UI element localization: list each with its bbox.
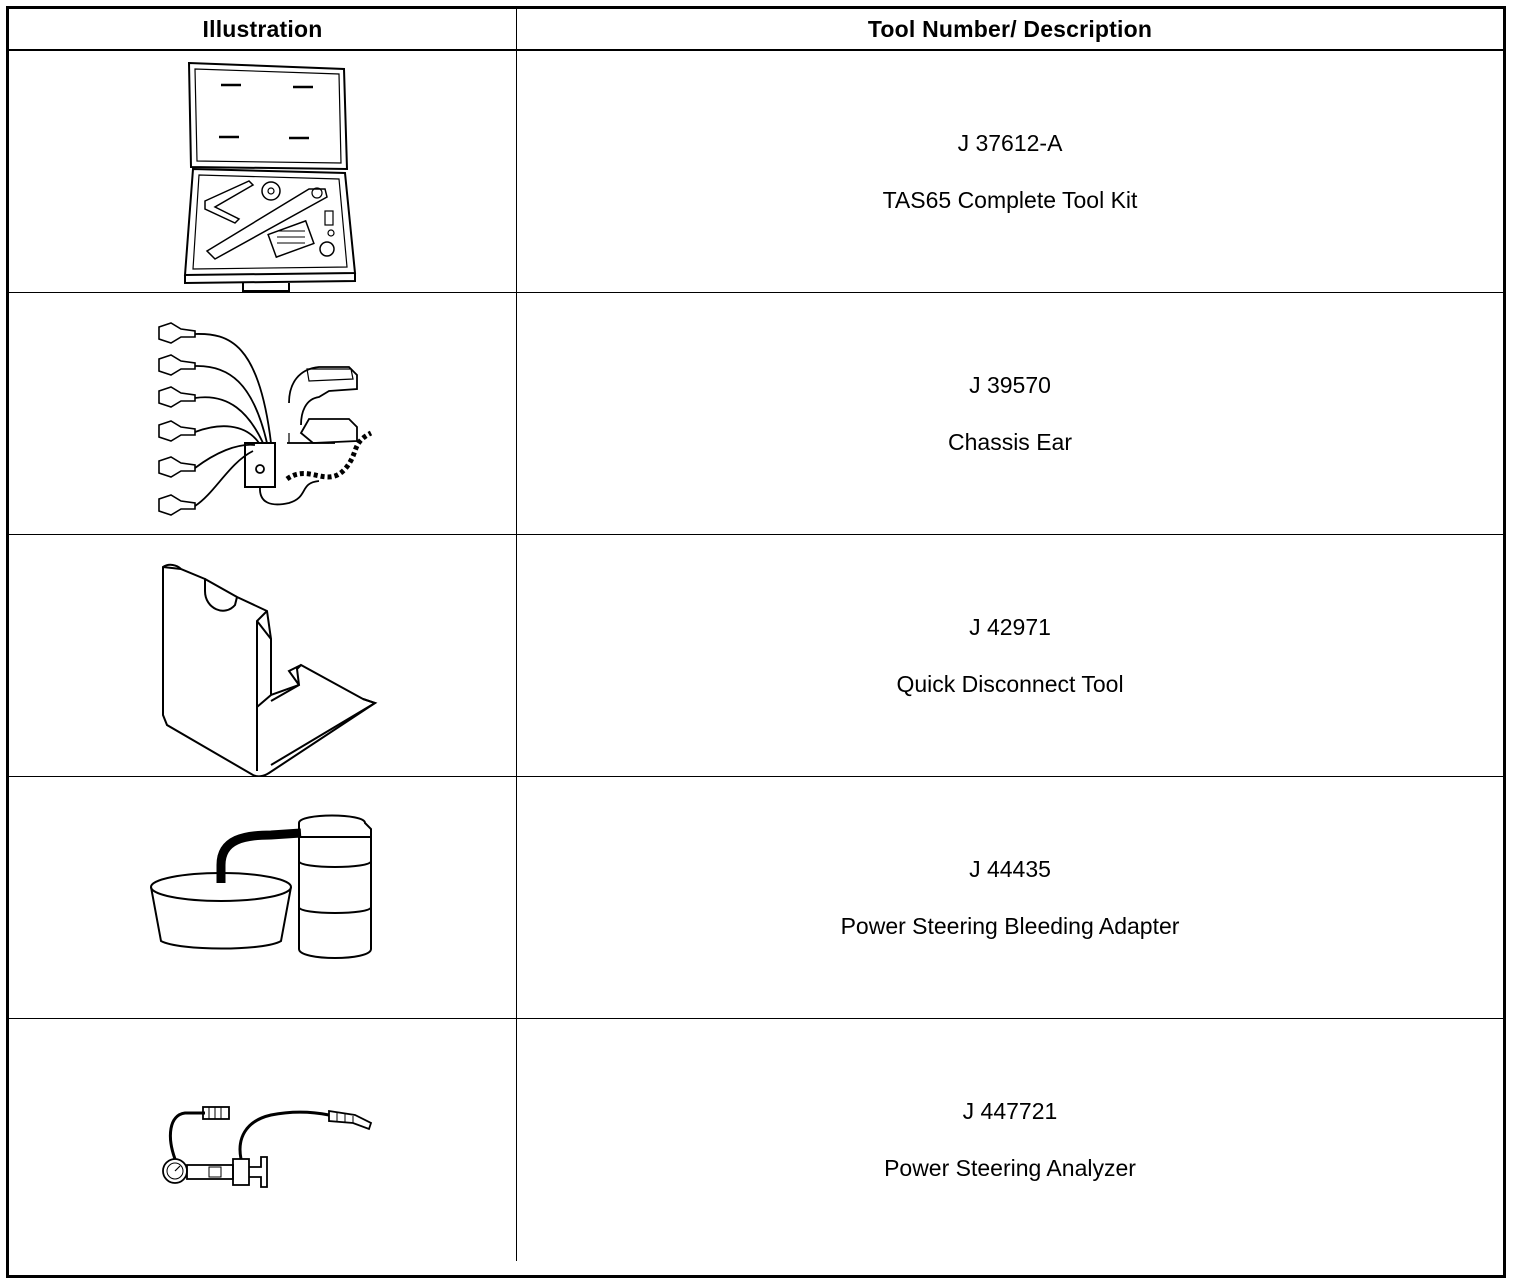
description-column-header: Tool Number/ Description [867,15,1153,42]
description-cell [517,535,1503,776]
table-row [9,535,1503,777]
tool-description: Power Steering Bleeding Adapter [840,912,1180,939]
illustration-cell [9,293,517,534]
table-header-row [9,9,1503,51]
tool-number: J 42971 [969,613,1051,640]
illustration-cell [9,535,517,776]
tool-number: J 44435 [969,855,1051,882]
description-cell [517,777,1503,1018]
illustration-cell [9,1019,517,1261]
chassis-ear-icon [9,293,517,535]
table-row [9,1019,1503,1261]
illustration-column-header: Illustration [9,9,517,49]
tool-description: Quick Disconnect Tool [896,670,1124,697]
quick-disconnect-tool-icon [9,535,517,777]
description-cell [517,293,1503,534]
tool-description: TAS65 Complete Tool Kit [882,186,1138,213]
description-cell [517,1019,1503,1261]
tool-description: Chassis Ear [948,428,1072,455]
tool-description: Power Steering Analyzer [884,1155,1136,1181]
tool-number: J 37612-A [957,129,1063,156]
illustration-cell [9,777,517,1018]
table-row [9,293,1503,535]
steering-analyzer-icon [9,1019,517,1261]
table-row [9,777,1503,1019]
bleeding-adapter-icon [9,777,517,1019]
description-cell [517,51,1503,292]
illustration-cell [9,51,517,292]
tool-kit-case-icon [9,51,517,293]
tool-number: J 39570 [969,371,1051,398]
tool-table [6,6,1506,1278]
table-row [9,51,1503,293]
tool-number: J 447721 [962,1098,1058,1124]
